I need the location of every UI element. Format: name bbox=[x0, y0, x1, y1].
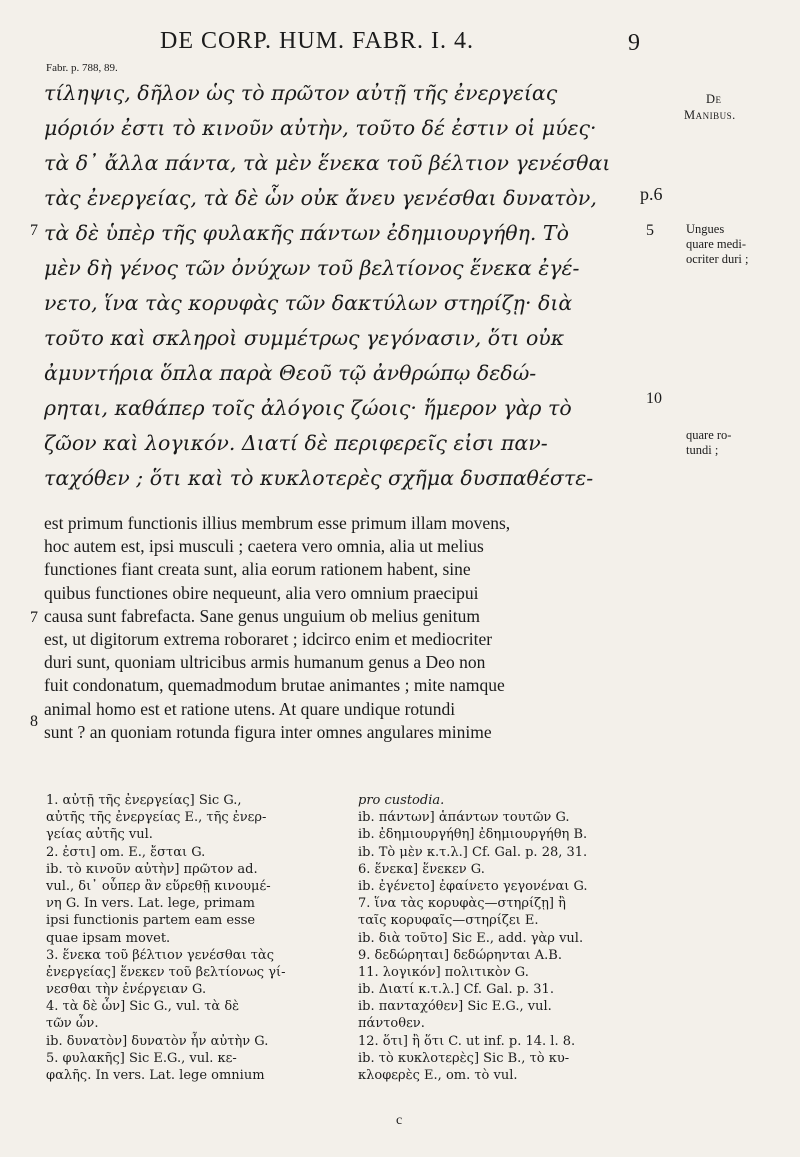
note-line: 1. αὐτῇ τῆς ἐνεργείας] Sic G., bbox=[46, 793, 242, 808]
greek-line: μὲν δὴ γένος τῶν ὀνύχων τοῦ βελτίονος ἕνεκα ἐγέ- bbox=[44, 256, 580, 280]
running-head: DE CORP. HUM. FABR. I. 4. bbox=[160, 28, 474, 54]
latin-line: est primum functionis illius membrum esse primum illam movens, bbox=[44, 513, 511, 533]
note-line: quae ipsam movet. bbox=[46, 930, 171, 946]
note-line: νη G. In vers. Lat. lege, primam bbox=[46, 896, 255, 912]
note-line: ib. τὸ κινοῦν αὐτὴν] πρῶτον ad. bbox=[46, 861, 258, 877]
latin-line: hoc autem est, ipsi musculi ; caetera vero omnia, alia ut melius bbox=[44, 536, 484, 557]
note-line: ib. ἐγένετο] ἐφαίνετο γεγονέναι G. bbox=[358, 878, 588, 894]
side-note-de: De bbox=[706, 92, 722, 106]
note-line: ib. πάντων] ἁπάντων τουτῶν G. bbox=[358, 810, 570, 826]
latin-line: functiones fiant creata sunt, alia eorum rationem habent, sine bbox=[44, 559, 471, 580]
note-line: ib. ἐδημιουργήθη] ἐδημιουργήθη B. bbox=[358, 827, 588, 843]
note-line: ib. Διατί κ.τ.λ.] Cf. Gal. p. 31. bbox=[358, 982, 554, 998]
greek-line: ἀμυντήρια ὅπλα παρὰ Θεοῦ τῷ ἀνθρώπῳ δεδώ- bbox=[44, 361, 537, 385]
latin-line: sunt ? an quoniam rotunda figura inter omnes angulares minime bbox=[44, 721, 492, 742]
greek-line: τὰς ἐνεργείας, τὰ δὲ ὧν οὐκ ἄνευ γενέσθαι δυνατὸν, bbox=[44, 186, 597, 210]
note-line: τῶν ὧν. bbox=[46, 1016, 99, 1032]
side-note-manibus: Manibus. bbox=[684, 108, 736, 122]
note-line: 2. ἐστι] om. E., ἔσται G. bbox=[46, 844, 206, 860]
note-line: ταῖς κορυφαῖς—στηρίζει E. bbox=[358, 913, 539, 929]
line-number-5: 5 bbox=[646, 222, 654, 239]
greek-line: ρηται, καθάπερ τοῖς ἀλόγοις ζώοις· ἥμερον γὰρ τὸ bbox=[44, 396, 572, 420]
greek-line: τὰ δ᾽ ἄλλα πάντα, τὰ μὲν ἕνεκα τοῦ βέλτιον γενέσθαι bbox=[44, 151, 611, 175]
side-note-ungues: Ungues bbox=[686, 222, 725, 236]
side-note-ungues-3: ocriter duri ; bbox=[686, 252, 749, 266]
note-line: φαλῆς. In vers. Lat. lege omnium bbox=[46, 1068, 265, 1083]
line-number-10: 10 bbox=[646, 390, 662, 407]
note-line: 5. φυλακῆς] Sic E.G., vul. κε- bbox=[46, 1050, 237, 1066]
greek-line: τίληψις, δῆλον ὡς τὸ πρῶτον αὐτῇ τῆς ἐνεργείας bbox=[44, 81, 558, 105]
note-line: ib. πανταχόθεν] Sic E.G., vul. bbox=[358, 999, 552, 1015]
signature-mark: c bbox=[396, 1113, 403, 1128]
note-line: 7. ἵνα τὰς κορυφὰς—στηρίζῃ] ἢ bbox=[358, 896, 566, 912]
notes-right-column bbox=[358, 792, 658, 1084]
notes-left-column bbox=[46, 792, 346, 1084]
latin-line: causa sunt fabrefacta. Sane genus unguium ob melius genitum bbox=[44, 605, 480, 626]
latin-line: duri sunt, quoniam ultricibus armis humanum genus a Deo non bbox=[44, 652, 486, 673]
latin-line-number-8: 8 bbox=[30, 713, 38, 730]
side-note-rotundi: quare ro- bbox=[686, 428, 732, 442]
line-number-7: 7 bbox=[30, 222, 38, 239]
latin-line: est, ut digitorum extrema roboraret ; idcirco enim et mediocriter bbox=[44, 628, 493, 649]
latin-line: quibus functiones obire nequeunt, alia vero omnium praecipui bbox=[44, 582, 479, 603]
note-line: πάντοθεν. bbox=[358, 1016, 425, 1032]
note-line: ἐνεργείας] ἕνεκεν τοῦ βελτίονως γί- bbox=[46, 964, 286, 980]
page-number: 9 bbox=[628, 30, 640, 56]
side-note-rotundi-2: tundi ; bbox=[686, 443, 719, 457]
greek-text bbox=[44, 76, 652, 496]
note-line: 11. λογικόν] πολιτικὸν G. bbox=[358, 964, 529, 980]
note-line: vul., δι᾽ οὗπερ ἂν εὕρεθῇ κινουμέ- bbox=[46, 878, 271, 894]
note-line: ib. τὸ κυκλοτερὲς] Sic B., τὸ κυ- bbox=[358, 1050, 570, 1066]
page-reference: p.6 bbox=[640, 184, 663, 204]
greek-line: ταχόθεν ; ὅτι καὶ τὸ κυκλοτερὲς σχῆμα δυσπαθέστε- bbox=[44, 466, 594, 490]
greek-line: ζῶον καὶ λογικόν. Διατί δὲ περιφερεῖς εἰσι παν- bbox=[44, 431, 548, 455]
latin-line: animal homo est et ratione utens. At quare undique rotundi bbox=[44, 698, 456, 719]
note-line: ib. διὰ τοῦτο] Sic E., add. γὰρ vul. bbox=[358, 930, 584, 946]
latin-line-number-7: 7 bbox=[30, 609, 38, 626]
side-note-ungues-2: quare medi- bbox=[686, 237, 747, 251]
note-line: ib. Τὸ μὲν κ.τ.λ.] Cf. Gal. p. 28, 31. bbox=[358, 844, 588, 860]
note-line: 4. τὰ δὲ ὧν] Sic G., vul. τὰ δὲ bbox=[46, 999, 240, 1015]
latin-line: fuit condonatum, quemadmodum brutae animantes ; mite namque bbox=[44, 675, 505, 696]
note-line: 9. δεδώρηται] δεδώρηνται A.B. bbox=[358, 947, 562, 963]
fabrica-reference: Fabr. p. 788, 89. bbox=[46, 62, 118, 74]
greek-line: μόριόν ἐστι τὸ κινοῦν αὐτὴν, τοῦτο δέ ἐστιν οἱ μύες· bbox=[44, 116, 597, 140]
greek-line: τὰ δὲ ὑπὲρ τῆς φυλακῆς πάντων ἐδημιουργήθη. Τὸ bbox=[44, 221, 569, 245]
note-line: ib. δυνατὸν] δυνατὸν ἦν αὐτὴν G. bbox=[46, 1033, 269, 1049]
note-line: νεσθαι τὴν ἐνέργειαν G. bbox=[46, 982, 207, 998]
latin-text bbox=[44, 512, 656, 744]
greek-line: νετο, ἵνα τὰς κορυφὰς τῶν δακτύλων στηρίζῃ· διὰ bbox=[44, 291, 573, 315]
note-line: 6. ἕνεκα] ἕνεκεν G. bbox=[358, 861, 485, 877]
greek-line: τοῦτο καὶ σκληροὶ συμμέτρως γεγόνασιν, ὅτι οὐκ bbox=[44, 326, 565, 350]
note-line: 3. ἕνεκα τοῦ βέλτιον γενέσθαι τὰς bbox=[46, 947, 274, 963]
note-line: 12. ὅτι] ἢ ὅτι C. ut inf. p. 14. l. 8. bbox=[358, 1033, 576, 1049]
note-line: ipsi functionis partem eam esse bbox=[46, 913, 256, 929]
note-line: pro custodia. bbox=[358, 793, 445, 808]
note-line: γείας αὐτῆς vul. bbox=[46, 827, 153, 843]
note-line: αὐτῆς τῆς ἐνεργείας E., τῆς ἐνερ- bbox=[46, 810, 267, 826]
note-line: κλοφερὲς E., om. τὸ vul. bbox=[358, 1068, 518, 1083]
